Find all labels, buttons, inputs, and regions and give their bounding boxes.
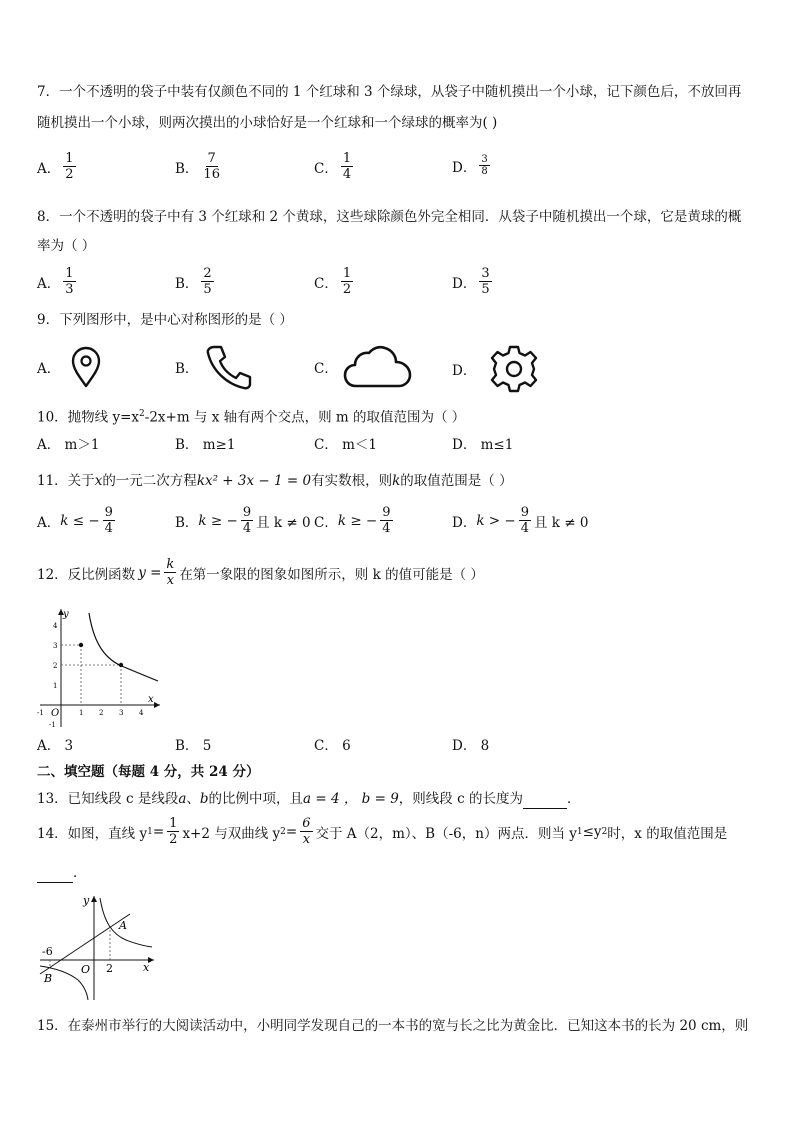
q12-option-b[interactable]: B． 5 (175, 738, 212, 754)
y-tick-neg1: -1 (49, 721, 56, 729)
x-tick-3: 3 (119, 709, 124, 717)
fraction (201, 151, 222, 182)
q8-option-d[interactable] (452, 266, 495, 297)
option-label: D． (452, 363, 477, 379)
x-tick-neg6: -6 (42, 945, 53, 958)
denominator: x (166, 573, 175, 588)
q9-line1: 9．下列图形中，是中心对称图形的是（ ） (37, 312, 293, 328)
denominator: 5 (481, 282, 490, 297)
y-tick-3: 3 (53, 642, 58, 650)
denominator: 2 (169, 832, 178, 847)
numerator: 1 (169, 816, 178, 831)
denominator: 8 (481, 166, 488, 177)
var-b: b (199, 791, 209, 807)
q9-option-c[interactable] (314, 344, 414, 390)
fraction (479, 154, 489, 177)
option-label: B． (175, 160, 199, 177)
q11-text-mid2: 有实数根，则 (311, 473, 393, 489)
denominator: 5 (203, 282, 212, 297)
numerator: 1 (65, 266, 74, 281)
numerator: 3 (481, 154, 488, 165)
x-tick-2: 2 (99, 709, 104, 717)
subscript-2: 2 (280, 826, 286, 837)
q8-line1: 8．一个不透明的袋子中有 3 个红球和 2 个黄球，这些球除颜色外完全相同．从袋子中随机摸出一个球，它是黄球的概 (37, 209, 742, 225)
var-k: k (392, 473, 401, 489)
fraction (201, 266, 213, 297)
q8-line2: 率为（ ） (37, 238, 96, 254)
q10-option-b[interactable]: B． m≥1 (175, 437, 236, 453)
numerator: k (166, 557, 175, 572)
equals: = (285, 823, 298, 840)
option-label: C． (314, 514, 338, 531)
q13-text-pre: 13．已知线段 c 是线段 (37, 791, 179, 807)
q14-text-pre: 14．如图，直线 y (37, 825, 148, 842)
option-label: A． (37, 514, 61, 531)
numerator: 9 (242, 505, 252, 520)
numerator: 3 (481, 266, 490, 281)
q9-option-b[interactable] (175, 344, 254, 390)
origin-label: O (51, 708, 60, 719)
denominator: 2 (342, 282, 352, 297)
hyperbola-curve (89, 613, 158, 681)
denominator: 16 (203, 167, 220, 182)
option-lhs: k > − (476, 512, 516, 529)
q11-equation: kx² + 3x − 1 = 0 (196, 473, 312, 489)
option-lhs: k ≥ − (337, 512, 378, 529)
q13-end: ． (566, 791, 581, 807)
numerator: 9 (382, 505, 391, 520)
q10-text-pre: 10．抛物线 y=x (37, 409, 140, 426)
q15-line1: 15．在泰州市举行的大阅读活动中，小明同学发现自己的一本书的宽与长之比为黄金比．已知这本书的长为 20 cm，则 (37, 1018, 749, 1034)
numerator: 9 (104, 505, 113, 520)
q13-condition: a = 4 ， b = 9 (303, 791, 399, 807)
y-label: y (83, 894, 90, 907)
fraction (341, 151, 353, 182)
option-lhs: k ≥ − (198, 512, 238, 529)
denominator: 4 (342, 167, 352, 182)
fraction (63, 151, 75, 182)
origin-label: O (81, 963, 91, 976)
q7-option-a[interactable] (37, 151, 79, 182)
fraction (341, 266, 353, 297)
q8-option-c[interactable] (314, 266, 356, 297)
point-a-label: A (119, 919, 127, 932)
option-label: A． (37, 361, 61, 377)
q13-sep: 、 (186, 791, 200, 807)
q9-option-d[interactable] (452, 344, 542, 394)
option-label: D． (452, 514, 477, 531)
q12-line1 (37, 557, 484, 588)
x-tick-2: 2 (106, 962, 113, 975)
q7-line1: 7．一个不透明的袋子中装有仅颜色不同的 1 个红球和 3 个绿球，从袋子中随机摸出一个小球，记下颜色后，不放回再 (37, 84, 742, 100)
phone-icon (204, 344, 254, 390)
fraction (167, 816, 179, 847)
q14-text-mid: x+2 与双曲线 y (182, 825, 281, 842)
denominator: x (302, 832, 311, 847)
location-pin-icon (68, 344, 104, 390)
option-label: C． (314, 361, 338, 377)
answer-blank[interactable] (523, 794, 567, 809)
q11-option-b[interactable] (175, 505, 311, 536)
y-tick-2: 2 (53, 662, 58, 670)
q9-option-a[interactable] (37, 344, 104, 390)
denominator: 4 (104, 521, 113, 536)
numerator: 1 (342, 151, 352, 166)
q14-line2 (37, 863, 87, 883)
q8-option-b[interactable] (175, 266, 217, 297)
option-label: A． (37, 275, 61, 292)
q10-option-a[interactable]: A． m＞1 (37, 437, 100, 453)
q10-superscript: 2 (139, 409, 145, 419)
answer-blank[interactable] (37, 868, 73, 883)
q10-line1 (37, 404, 465, 428)
q12-text-post: 在第一象限的图象如图所示，则 k 的值可能是（ ） (179, 566, 484, 583)
subscript-2: 2 (601, 826, 608, 837)
option-label: D． (452, 159, 477, 176)
numerator: 2 (203, 266, 212, 281)
var-x: x (94, 473, 103, 489)
option-label: C． (314, 160, 338, 177)
y-tick-4: 4 (53, 622, 58, 630)
cloud-icon (342, 344, 414, 390)
option-label: D． (452, 275, 477, 292)
fraction (164, 557, 176, 588)
option-lhs: k ≤ − (60, 512, 100, 529)
q12-inverse-function-graph (36, 605, 164, 731)
q12-text-pre: 12．反比例函数 (37, 566, 136, 583)
gear-icon (486, 344, 542, 394)
y-label: y (63, 609, 69, 620)
q12-option-c[interactable]: C． 6 (314, 738, 351, 754)
option-label: B． (175, 514, 199, 531)
q10-text-post: -2x+m 与 x 轴有两个交点，则 m 的取值范围为（ ） (144, 409, 466, 426)
compare: ≤y (582, 823, 602, 840)
q11-option-c[interactable] (314, 505, 396, 536)
numerator: 9 (520, 505, 529, 520)
x-tick-neg1: -1 (37, 709, 44, 717)
q14-text-post: 交于 A（2，m）、B（-6，n）两点．则当 y (315, 825, 577, 842)
q13-text-post: ，则线段 c 的长度为 (398, 791, 523, 807)
q7-option-d[interactable] (452, 154, 493, 177)
denominator: 4 (382, 521, 391, 536)
q10-option-d[interactable]: D． m≤1 (452, 437, 514, 453)
x-axis-arrow (154, 702, 160, 708)
fraction (63, 266, 75, 297)
point-b-label: B (44, 972, 53, 985)
denominator: 4 (520, 521, 529, 536)
denominator: 3 (65, 282, 74, 297)
q11-text-pre: 11．关于 (37, 473, 95, 489)
x-tick-4: 4 (139, 709, 144, 717)
x-tick-1: 1 (79, 709, 84, 717)
option-tail: 且 k ≠ 0 (256, 514, 311, 531)
fraction (479, 266, 491, 297)
q11-text-post: 的取值范围是（ ） (400, 473, 513, 489)
q10-option-c[interactable]: C． m＜1 (314, 437, 378, 453)
option-label: B． (175, 361, 199, 377)
q8-option-a[interactable] (37, 266, 79, 297)
option-label: A． (37, 160, 61, 177)
section-title: 二、填空题（每题 4 分，共 24 分） (37, 764, 260, 780)
option-label: B． (175, 275, 199, 292)
fraction (103, 505, 115, 536)
numerator: 7 (207, 151, 216, 166)
q14-line1 (37, 816, 727, 847)
denominator: 2 (65, 167, 74, 182)
numerator: 1 (342, 266, 352, 281)
q14-end: ． (73, 865, 87, 881)
q11-text-mid1: 的一元二次方程 (102, 473, 197, 489)
var-a: a (178, 791, 187, 807)
y-tick-1: 1 (53, 682, 58, 690)
q7-option-c[interactable] (314, 151, 356, 182)
q11-line1 (37, 471, 513, 491)
fraction (380, 505, 392, 536)
subscript-1: 1 (147, 826, 153, 837)
option-label: C． (314, 275, 338, 292)
point-1-3 (79, 643, 83, 647)
q14-line-hyperbola-graph (38, 892, 156, 1004)
q12-option-d[interactable]: D． 8 (452, 738, 490, 754)
q11-option-d[interactable] (452, 505, 588, 536)
q7-option-b[interactable] (175, 151, 225, 182)
q11-option-a[interactable] (37, 505, 118, 536)
q13-line1 (37, 789, 580, 809)
point-3-2 (119, 663, 123, 667)
x-label: x (148, 694, 154, 705)
q12-option-a[interactable]: A． 3 (37, 738, 74, 754)
x-label: x (143, 961, 150, 974)
option-tail: 且 k ≠ 0 (534, 514, 589, 531)
fraction (300, 816, 312, 847)
y-axis-arrow (91, 896, 97, 902)
q7-line2: 随机摸出一个小球，则两次摸出的小球恰好是一个红球和一个绿球的概率为( ) (37, 115, 498, 131)
subscript-1: 1 (576, 826, 583, 837)
q13-text-mid: 的比例中项，且 (208, 791, 304, 807)
denominator: 4 (242, 521, 252, 536)
fraction (519, 505, 531, 536)
fraction (241, 505, 253, 536)
q12-y-eq: y = (138, 564, 162, 581)
numerator: 1 (65, 151, 74, 166)
q14-text-tail: 时，x 的取值范围是 (607, 825, 728, 842)
numerator: 6 (302, 816, 311, 831)
equals: = (152, 823, 165, 840)
